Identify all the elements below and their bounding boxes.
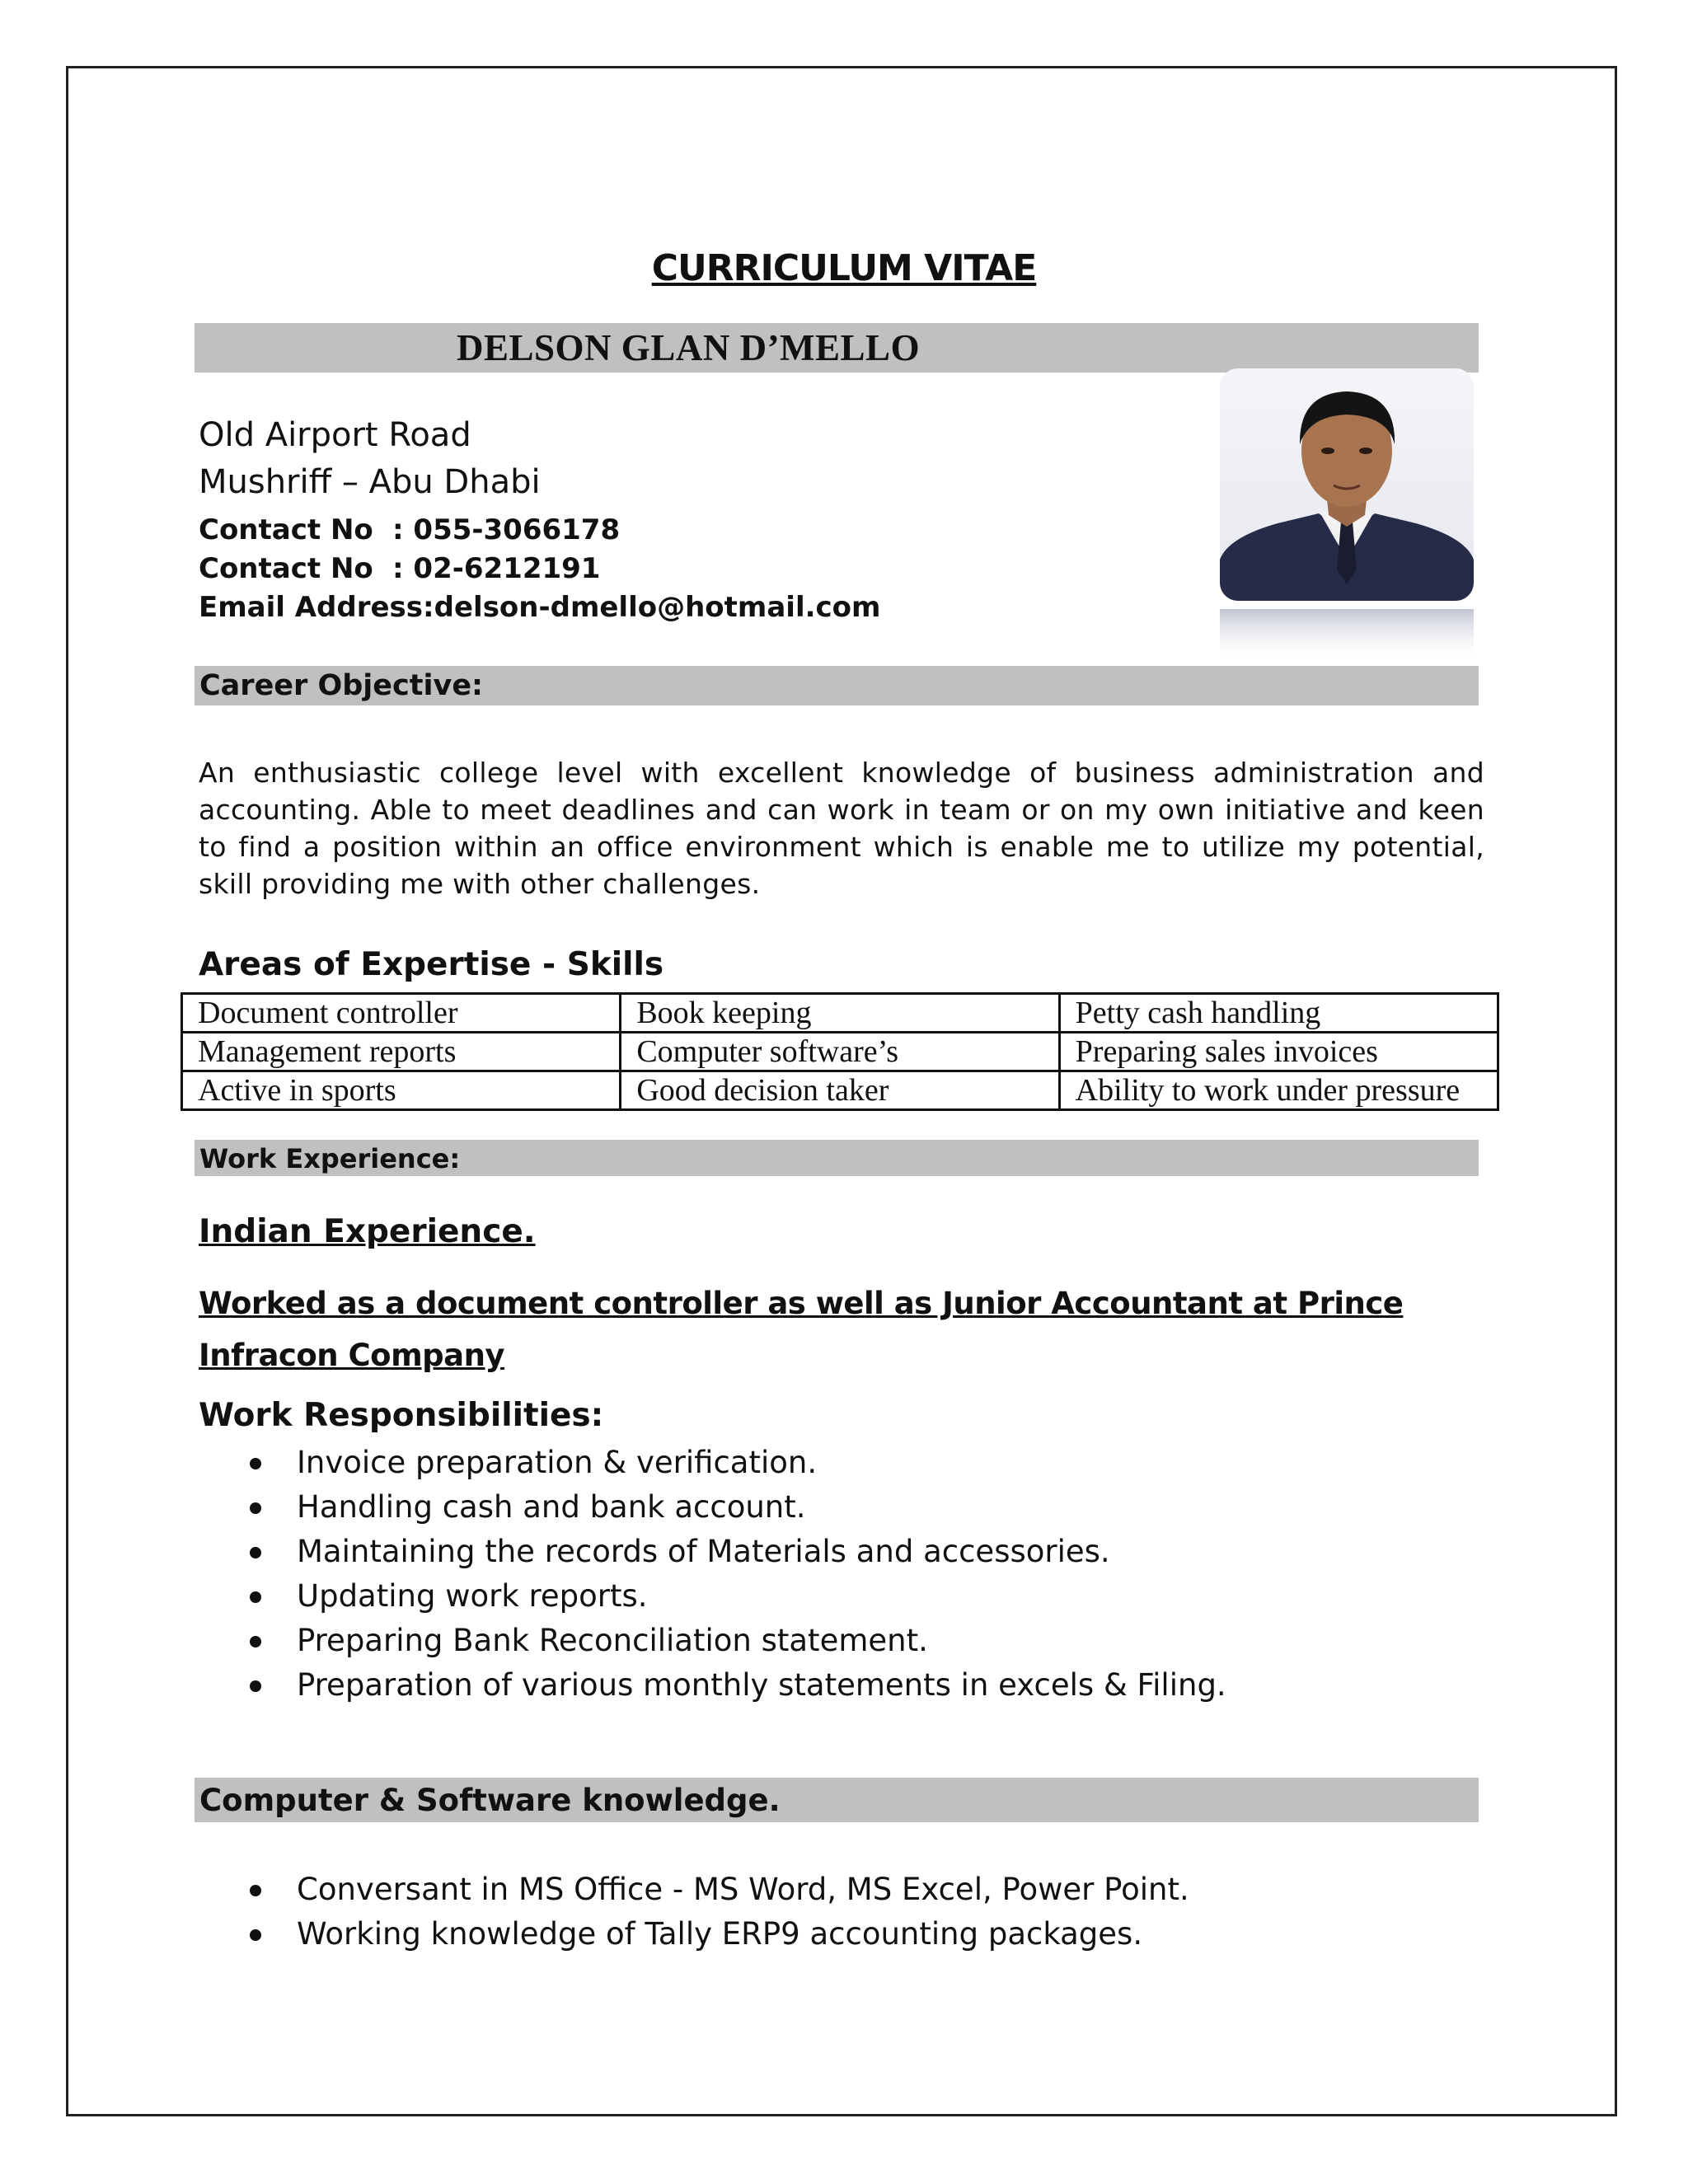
bullet-icon [250,1885,261,1896]
list-item [0,1485,1688,1530]
contact-label: Email Address: [199,591,434,624]
list-item [0,1441,1688,1485]
list-item [0,1868,1688,1912]
responsibilities-list [0,1441,1688,1708]
computer-knowledge-header [195,1778,1479,1822]
list-item-text: Invoice preparation & verification. [297,1445,818,1480]
contact-email [199,591,880,624]
list-item [0,1619,1688,1663]
bullet-icon [250,1929,261,1941]
table-row [182,1033,1498,1071]
work-experience-header [195,1140,1479,1176]
bullet-icon [250,1636,261,1647]
job-title-line-2: Infracon Company [199,1338,505,1373]
bullet-icon [250,1458,261,1469]
list-item-text: Working knowledge of Tally ERP9 accounting packages. [297,1916,1143,1952]
job-title-line-1: Worked as a document controller as well as Junior Accountant at Prince [199,1286,1404,1321]
bullet-icon [250,1547,261,1558]
contact-value: : 055-3066178 [392,513,621,546]
responsibilities-heading: Work Responsibilities: [199,1397,604,1434]
table-cell: Preparing sales invoices [1059,1033,1498,1071]
contact-label: Contact No [199,552,373,585]
table-cell: Petty cash handling [1059,994,1498,1033]
computer-knowledge-list [0,1868,1688,1957]
list-item-text: Preparation of various monthly statements in excels & Filing. [297,1667,1226,1703]
table-cell: Management reports [182,1033,621,1071]
list-item [0,1574,1688,1619]
contact-phone-mobile [199,513,620,546]
table-row [182,1071,1498,1110]
profile-photo [1220,368,1474,665]
list-item-text: Handling cash and bank account. [297,1489,806,1525]
name-banner [195,323,1479,373]
bullet-icon [250,1680,261,1692]
list-item-text: Preparing Bank Reconciliation statement. [297,1623,928,1658]
table-cell: Document controller [182,994,621,1033]
list-item-text: Maintaining the records of Materials and accessories. [297,1534,1110,1569]
section-title: Career Objective: [199,669,484,702]
contact-phone-landline [199,552,600,585]
table-cell: Ability to work under pressure [1059,1071,1498,1110]
table-cell: Good decision taker [621,1071,1059,1110]
list-item [0,1530,1688,1574]
contact-value: : 02-6212191 [392,552,601,585]
table-cell: Book keeping [621,994,1059,1033]
address-line-2: Mushriff – Abu Dhabi [199,463,541,501]
section-title: Work Experience: [199,1143,461,1174]
skills-table [181,992,1499,1111]
table-cell: Active in sports [182,1071,621,1110]
section-title: Computer & Software knowledge. [199,1783,781,1818]
list-item [0,1912,1688,1957]
bullet-icon [250,1591,261,1603]
table-cell: Computer software’s [621,1033,1059,1071]
document-title: CURRICULUM VITAE [651,247,1037,289]
email-address: delson-dmello@hotmail.com [434,591,881,624]
table-row [182,994,1498,1033]
skills-heading: Areas of Expertise - Skills [199,946,664,983]
bullet-icon [250,1502,261,1514]
candidate-name: DELSON GLAN D’MELLO [457,327,921,368]
address-line-1: Old Airport Road [199,416,471,454]
list-item [0,1663,1688,1708]
list-item-text: Updating work reports. [297,1578,648,1614]
career-objective-text: An enthusiastic college level with excellent knowledge of business administration and accounting. Able to meet deadlines and can work in team or on my own initiative and keen to find a position within an office environment which is enable me to utilize my potential, skill providing me with other challenges. [199,757,1484,900]
experience-region: Indian Experience. [199,1213,536,1250]
contact-label: Contact No [199,513,373,546]
career-objective-header [195,666,1479,705]
list-item-text: Conversant in MS Office - MS Word, MS Excel, Power Point. [297,1872,1189,1907]
